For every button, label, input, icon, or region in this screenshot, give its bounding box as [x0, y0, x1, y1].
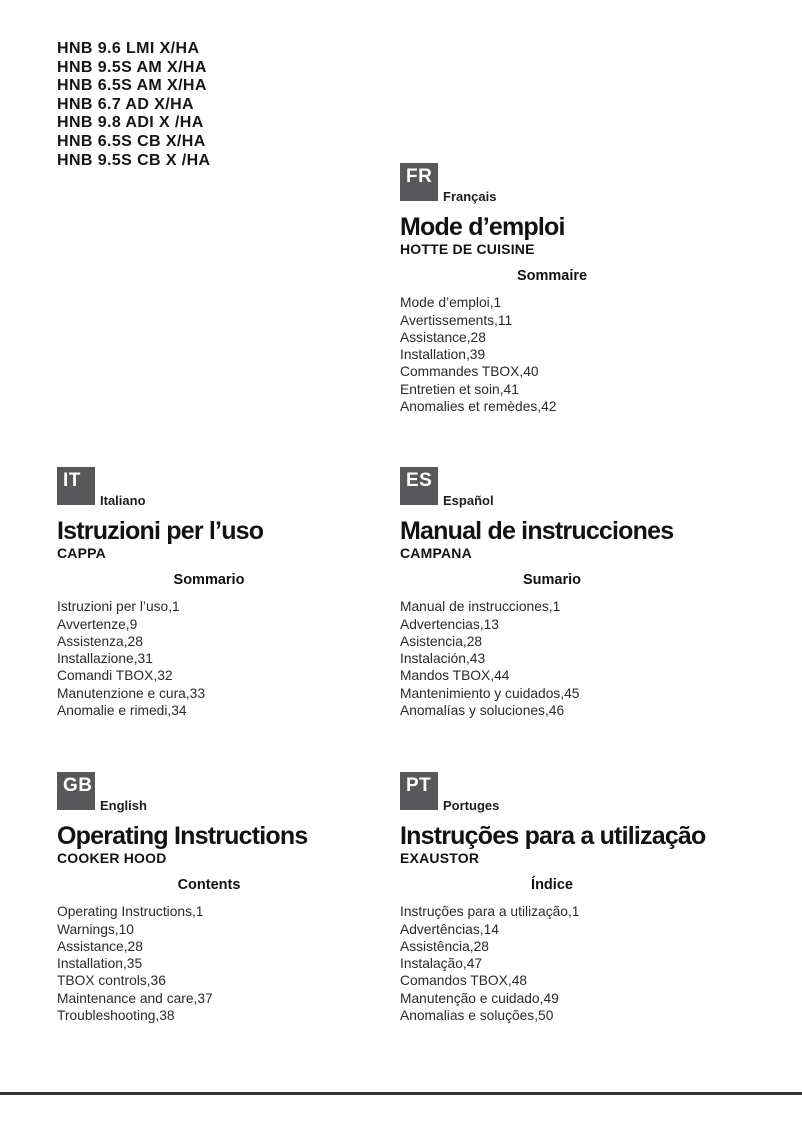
section-subtitle: CAPPA — [57, 545, 106, 562]
toc-item: Anomalías y soluciones,46 — [400, 703, 565, 719]
section-spanish — [400, 467, 745, 719]
toc-item: Manutenção e cuidado,49 — [400, 990, 559, 1006]
toc-item: Instalación,43 — [400, 651, 486, 667]
toc-heading: Índice — [531, 877, 573, 894]
section-subtitle: COOKER HOOD — [57, 850, 167, 867]
language-label: Español — [443, 493, 494, 508]
section-english — [57, 772, 402, 1024]
toc-item: Warnings,10 — [57, 921, 134, 937]
toc-item: Installation,39 — [400, 347, 486, 363]
footer-divider — [0, 1092, 802, 1095]
section-title: Operating Instructions — [57, 822, 308, 850]
model-number: HNB 6.7 AD X/HA — [57, 95, 194, 113]
toc-item: Anomalie e rimedi,34 — [57, 703, 187, 719]
toc-item: Manual de instrucciones,1 — [400, 599, 561, 615]
section-title: Mode d’emploi — [400, 213, 565, 241]
model-number: HNB 6.5S AM X/HA — [57, 77, 207, 95]
language-badge-gb: GB — [57, 772, 95, 810]
language-badge-row — [400, 163, 745, 204]
toc-item: Istruzioni per l’uso,1 — [57, 599, 180, 615]
toc-item: Comandos TBOX,48 — [400, 973, 528, 989]
model-number: HNB 6.5S CB X/HA — [57, 132, 206, 150]
toc-item: Advertencias,13 — [400, 616, 499, 632]
section-title: Instruções para a utilização — [400, 822, 706, 850]
toc-item: Avvertenze,9 — [57, 616, 138, 632]
model-number: HNB 9.8 ADI X /HA — [57, 114, 204, 132]
language-badge-row — [400, 772, 745, 813]
toc-heading: Contents — [177, 877, 241, 894]
toc-item: Instalação,47 — [400, 956, 483, 972]
language-badge-it: IT — [57, 467, 95, 505]
section-italian — [57, 467, 402, 719]
model-number: HNB 9.6 LMI X/HA — [57, 40, 200, 57]
section-title: Istruzioni per l’uso — [57, 517, 264, 545]
model-number: HNB 9.5S CB X /HA — [57, 151, 211, 169]
toc-item: Advertências,14 — [400, 921, 499, 937]
language-label: Portuges — [443, 798, 500, 813]
section-subtitle: HOTTE DE CUISINE — [400, 241, 535, 258]
toc-item: Troubleshooting,38 — [57, 1008, 175, 1024]
language-badge-es: ES — [400, 467, 438, 505]
toc-item: Mandos TBOX,44 — [400, 668, 510, 684]
section-french — [400, 163, 745, 415]
toc-item: Mantenimiento y cuidados,45 — [400, 685, 580, 701]
model-number: HNB 9.5S AM X/HA — [57, 58, 207, 76]
toc-list — [400, 598, 745, 719]
toc-item: Anomalias e soluções,50 — [400, 1008, 554, 1024]
toc-item: Maintenance and care,37 — [57, 990, 213, 1006]
toc-item: Comandi TBOX,32 — [57, 668, 173, 684]
section-subtitle: CAMPANA — [400, 545, 472, 562]
toc-item: Instruções para a utilização,1 — [400, 904, 580, 920]
toc-item: Commandes TBOX,40 — [400, 364, 539, 380]
section-portuguese — [400, 772, 745, 1024]
toc-item: Assistance,28 — [400, 329, 486, 345]
toc-list — [57, 598, 402, 719]
toc-item: Entretien et soin,41 — [400, 381, 519, 397]
toc-list — [57, 903, 402, 1024]
toc-heading: Sommaire — [516, 268, 588, 285]
language-label: Italiano — [100, 493, 146, 508]
language-badge-row — [400, 467, 745, 508]
toc-heading: Sumario — [522, 572, 581, 589]
toc-item: Assistência,28 — [400, 938, 489, 954]
section-title: Manual de instrucciones — [400, 517, 674, 545]
toc-item: Installation,35 — [57, 956, 143, 972]
toc-list — [400, 294, 745, 415]
toc-item: Installazione,31 — [57, 651, 153, 667]
toc-list — [400, 903, 745, 1024]
language-badge-pt: PT — [400, 772, 438, 810]
language-label: Français — [443, 189, 497, 204]
toc-item: Anomalies et remèdes,42 — [400, 399, 557, 415]
toc-item: Avertissements,11 — [400, 312, 513, 328]
toc-item: Operating Instructions,1 — [57, 904, 204, 920]
language-badge-fr: FR — [400, 163, 438, 201]
language-badge-row — [57, 772, 402, 813]
language-label: English — [100, 798, 147, 813]
toc-item: Asistencia,28 — [400, 633, 483, 649]
toc-heading: Sommario — [173, 572, 245, 589]
section-subtitle: EXAUSTOR — [400, 850, 480, 867]
toc-item: Assistance,28 — [57, 938, 143, 954]
toc-item: Assistenza,28 — [57, 633, 143, 649]
toc-item: Mode d’emploi,1 — [400, 295, 502, 311]
toc-item: TBOX controls,36 — [57, 973, 166, 989]
language-badge-row — [57, 467, 402, 508]
toc-item: Manutenzione e cura,33 — [57, 685, 206, 701]
model-number-list — [57, 40, 211, 170]
